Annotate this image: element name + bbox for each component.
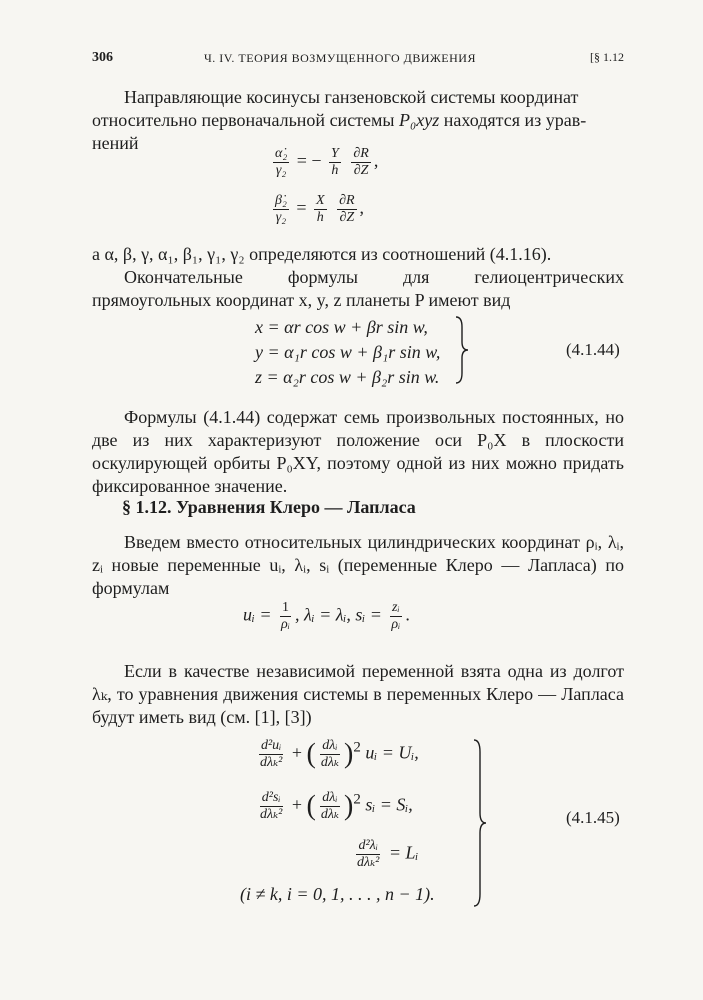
section-title: § 1.12. Уравнения Клеро — Лапласа [122, 497, 416, 517]
right-brace-icon-2 [470, 738, 490, 908]
equation-number-4-1-45: (4.1.45) [566, 808, 620, 827]
equation-set-4-1-44 [255, 315, 440, 390]
eq-index-condition: (i ≠ k, i = 0, 1, . . . , n − 1). [240, 884, 435, 904]
paragraph-5: Если в качестве независимой переменной взята одна из долгот λₖ, то уравнения движения системы в переменных Клеро — Лапласа будут иметь вид (см. [1], [3]) [92, 661, 624, 727]
equation-clairaut-variables: uᵢ = $\frac{1}{\text{ρᵢ}}$ , λᵢ = λᵢ, sᵢ = $\frac{\text{zᵢ}}{\text{ρᵢ}}$ . [243, 600, 410, 633]
para1-line3: нений [92, 133, 139, 153]
para2-line2: Окончательные формулы для гелиоцентрических прямоугольных координат x, y, z планеты P имеют вид [92, 267, 624, 310]
equation-alpha2: $\frac{\text{α̇₂}}{\text{γ₂}}$ = − $\frac{Y}{h}$ $\frac{\partial R}{\partial Z}$ , [275, 146, 379, 179]
paragraph-4: Введем вместо относительных цилиндрических координат ρᵢ, λᵢ, zᵢ новые переменные uᵢ, λᵢ, sᵢ (переменные Клеро — Лапласа) по формулам [92, 532, 624, 598]
eq-line-s: d²sᵢ dλₖ² + ( dλᵢ dλₖ )$^2$ sᵢ = Sᵢ, [260, 790, 413, 823]
coordinate-system-symbol: P₀xyz [399, 110, 440, 130]
paragraph-1 [92, 86, 624, 155]
eq-z: z = α₂r cos w + β₂r sin w. [255, 367, 440, 387]
section-ref: [§ 1.12 [590, 50, 624, 64]
paragraph-2 [92, 243, 624, 312]
eq-line-lambda: d²λᵢ dλₖ² = Lᵢ [357, 838, 419, 871]
para1-line2: относительно первоначальной системы P₀xyz находятся из урав- [92, 110, 587, 130]
page-number: 306 [92, 50, 113, 65]
right-brace-icon [452, 315, 472, 385]
eq-line-u: d²uᵢ dλₖ² + ( dλᵢ dλₖ )$^2$ uᵢ = Uᵢ, [260, 738, 419, 771]
eq-y: y = α₁r cos w + β₁r sin w, [255, 342, 441, 362]
eq-x: x = αr cos w + βr sin w, [255, 317, 428, 337]
para2-line1: а α, β, γ, α₁, β₁, γ₁, γ₂ определяются из соотношений (4.1.16). [92, 244, 552, 264]
running-header [92, 50, 624, 72]
chapter-title: Ч. IV. ТЕОРИЯ ВОЗМУЩЕННОГО ДВИЖЕНИЯ [204, 51, 476, 65]
para1-line1: Направляющие косинусы ганзеновской системы координат [124, 87, 579, 107]
paragraph-3: Формулы (4.1.44) содержат семь произвольных постоянных, но две из них характеризуют положение оси P₀X в плоскости оскулирующей орбиты P₀XY, поэтому одной из них можно придать фиксированное значение. [92, 407, 624, 496]
equation-number-4-1-44: (4.1.44) [566, 340, 620, 359]
equation-beta2: $\frac{\text{β̇₂}}{\text{γ₂}}$ = $\frac{X}{h}$ $\frac{\partial R}{\partial Z}$ , [275, 193, 365, 226]
